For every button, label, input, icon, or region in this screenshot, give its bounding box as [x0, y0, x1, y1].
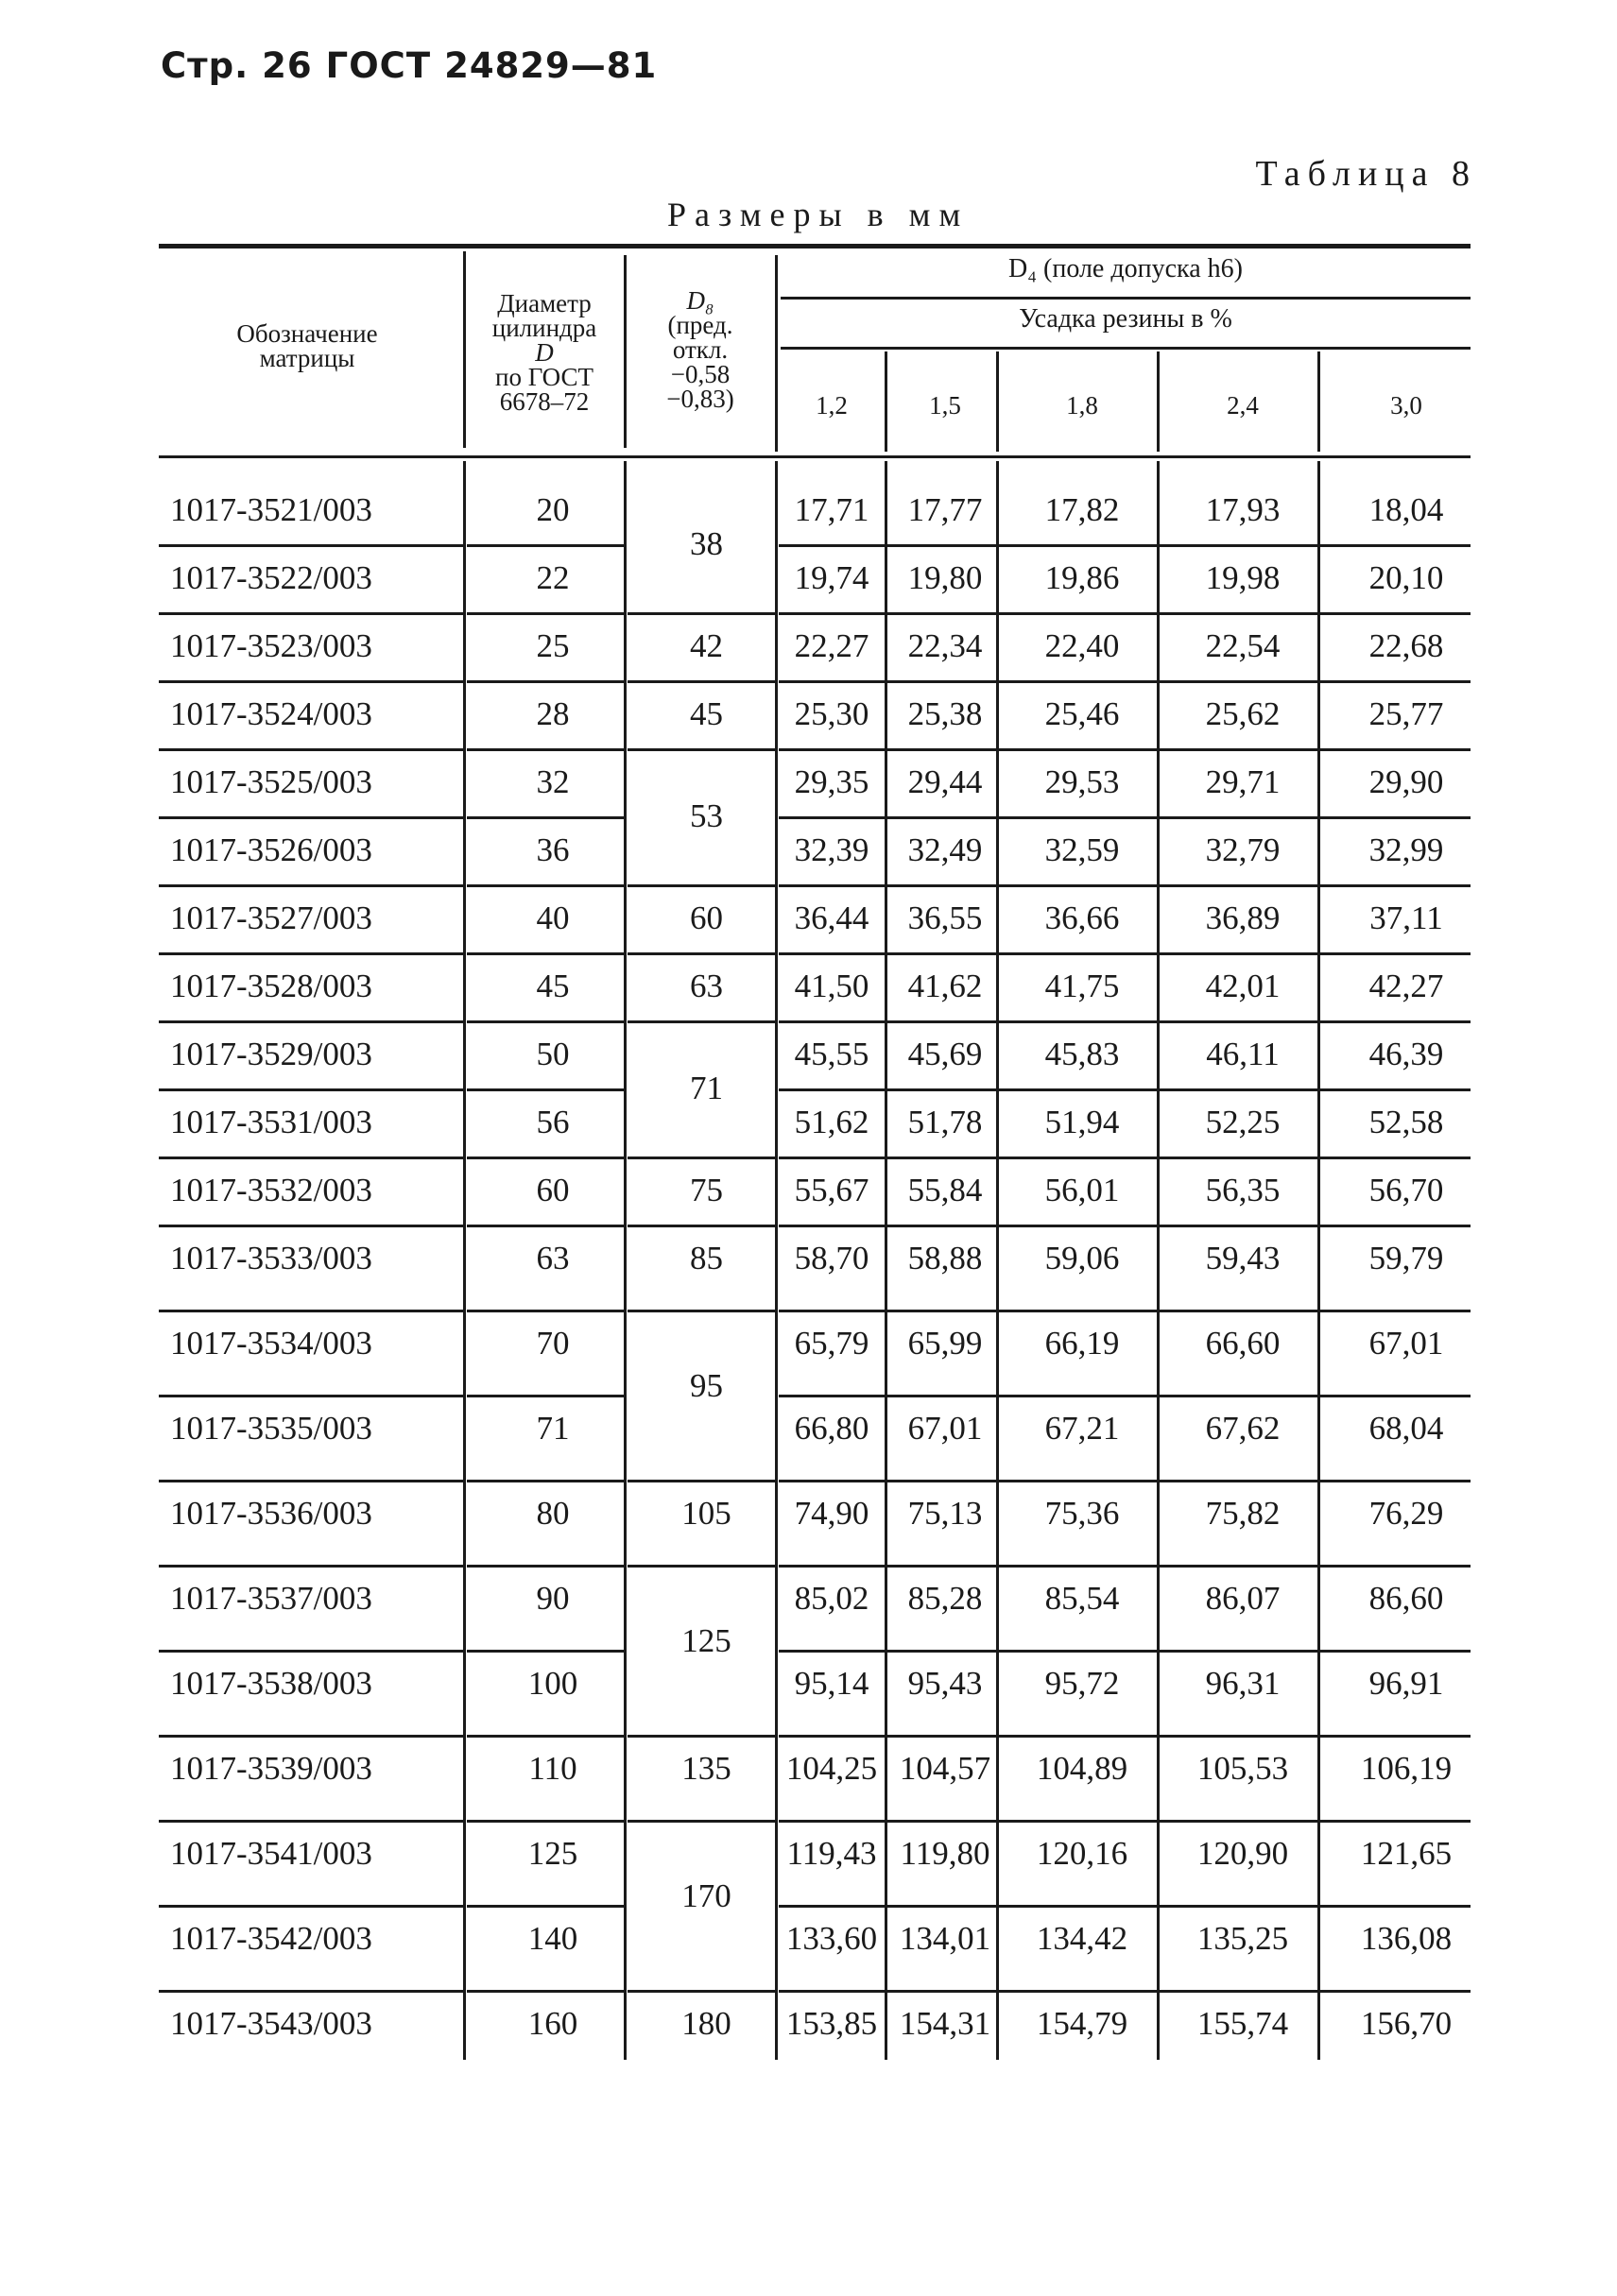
matrix-code: 1017-3529/003 [170, 1036, 372, 1072]
header-diameter-line: 6678–72 [499, 387, 590, 416]
header-diameter [463, 291, 626, 414]
row-rule [467, 748, 624, 751]
d4-value: 59,06 [1044, 1240, 1120, 1277]
d4-value: 29,53 [1044, 763, 1120, 800]
cylinder-diameter: 36 [536, 831, 570, 868]
row-rule [159, 1088, 463, 1091]
d4-value: 104,89 [1036, 1750, 1128, 1787]
d8-value: 45 [690, 695, 723, 732]
d4-value: 67,21 [1044, 1410, 1120, 1447]
d4-value: 156,70 [1360, 2005, 1453, 2042]
d4-value: 96,31 [1205, 1665, 1281, 1702]
row-rule [779, 884, 1471, 887]
d4-value: 18,04 [1368, 491, 1444, 528]
d4-value: 136,08 [1360, 1920, 1453, 1957]
row-rule [467, 1395, 624, 1397]
matrix-code: 1017-3521/003 [170, 491, 372, 528]
row-rule [779, 1820, 1471, 1823]
row-rule [467, 1088, 624, 1091]
body-divider [463, 461, 466, 2060]
d4-value: 41,50 [794, 968, 869, 1004]
matrix-code: 1017-3535/003 [170, 1410, 372, 1447]
row-rule [628, 1990, 775, 1993]
header-code: Обозначение матрицы [236, 319, 378, 372]
d4-value: 95,72 [1044, 1665, 1120, 1702]
matrix-code: 1017-3524/003 [170, 695, 372, 732]
d4-value: 104,25 [785, 1750, 878, 1787]
d8-value: 42 [690, 627, 723, 664]
d8-value: 53 [690, 797, 723, 834]
d4-value: 51,78 [907, 1104, 983, 1140]
cylinder-diameter: 63 [536, 1240, 570, 1277]
d4-value: 29,44 [907, 763, 983, 800]
row-rule [628, 1225, 775, 1227]
row-rule [159, 884, 463, 887]
d4-value: 85,54 [1044, 1580, 1120, 1617]
header-diameter-line: цилиндра [491, 314, 597, 342]
d4-value: 20,10 [1368, 559, 1444, 596]
row-rule [159, 1225, 463, 1227]
d4-value: 105,53 [1196, 1750, 1289, 1787]
d4-value: 67,62 [1205, 1410, 1281, 1447]
d4-value: 45,83 [1044, 1036, 1120, 1072]
d4-value: 25,30 [794, 695, 869, 732]
d4-value: 104,57 [899, 1750, 991, 1787]
d4-value: 17,93 [1205, 491, 1281, 528]
d4-value: 66,60 [1205, 1325, 1281, 1362]
header-shrinkage-value: 3,0 [1390, 391, 1422, 420]
cylinder-diameter: 60 [536, 1172, 570, 1208]
table-top-rule [159, 244, 1471, 248]
matrix-code: 1017-3532/003 [170, 1172, 372, 1208]
matrix-code: 1017-3525/003 [170, 763, 372, 800]
matrix-code: 1017-3531/003 [170, 1104, 372, 1140]
d4-value: 120,90 [1196, 1835, 1289, 1872]
d4-value: 25,77 [1368, 695, 1444, 732]
d4-value: 46,39 [1368, 1036, 1444, 1072]
row-rule [628, 1565, 775, 1568]
d4-value: 59,43 [1205, 1240, 1281, 1277]
header-shrinkage-value: 1,5 [929, 391, 961, 420]
row-rule [467, 1650, 624, 1653]
d4-value: 22,27 [794, 627, 869, 664]
matrix-code: 1017-3541/003 [170, 1835, 372, 1872]
matrix-code: 1017-3527/003 [170, 900, 372, 936]
d4-header-rule [781, 297, 1471, 300]
d4-value: 95,14 [794, 1665, 869, 1702]
units-label: Размеры в мм [667, 196, 970, 233]
row-rule [159, 1395, 463, 1397]
row-rule [467, 1565, 624, 1568]
header-d8-line: −0,58 [670, 360, 731, 388]
d8-value: 85 [690, 1240, 723, 1277]
header-d8-line: −0,83) [666, 385, 734, 413]
row-rule [159, 952, 463, 955]
cylinder-diameter: 140 [527, 1920, 578, 1957]
header-shrinkage-value: 1,2 [816, 391, 848, 420]
row-rule [159, 1990, 463, 1993]
d4-value: 66,80 [794, 1410, 869, 1447]
d4-value: 36,55 [907, 900, 983, 936]
row-rule [779, 748, 1471, 751]
d4-value: 153,85 [785, 2005, 878, 2042]
row-rule [779, 1905, 1471, 1908]
d4-value: 41,75 [1044, 968, 1120, 1004]
matrix-code: 1017-3528/003 [170, 968, 372, 1004]
d8-value: 170 [681, 1877, 731, 1914]
header-shrinkage-value: 2,4 [1227, 391, 1259, 420]
d4-value: 32,49 [907, 831, 983, 868]
row-rule [467, 952, 624, 955]
row-rule [779, 1088, 1471, 1091]
cylinder-diameter: 28 [536, 695, 570, 732]
matrix-code: 1017-3542/003 [170, 1920, 372, 1957]
d4-value: 25,46 [1044, 695, 1120, 732]
cylinder-diameter: 32 [536, 763, 570, 800]
d4-value: 95,43 [907, 1665, 983, 1702]
row-rule [467, 680, 624, 683]
d4-value: 75,36 [1044, 1495, 1120, 1532]
d4-value: 55,84 [907, 1172, 983, 1208]
d4-value: 42,01 [1205, 968, 1281, 1004]
cylinder-diameter: 110 [528, 1750, 577, 1787]
standard-number: 24829—81 [444, 45, 658, 86]
row-rule [159, 1157, 463, 1159]
row-rule [467, 1905, 624, 1908]
d4-value: 46,11 [1206, 1036, 1280, 1072]
header-diameter-line: D [535, 338, 554, 367]
cylinder-diameter: 45 [536, 968, 570, 1004]
d4-value: 96,91 [1368, 1665, 1444, 1702]
d4-value: 119,80 [900, 1835, 990, 1872]
matrix-code: 1017-3534/003 [170, 1325, 372, 1362]
d4-value: 154,31 [899, 2005, 991, 2042]
row-rule [159, 544, 463, 547]
row-rule [159, 1735, 463, 1738]
row-rule [628, 612, 775, 615]
d4-value: 29,35 [794, 763, 869, 800]
d4-value: 56,01 [1044, 1172, 1120, 1208]
d4-value: 67,01 [907, 1410, 983, 1447]
row-rule [779, 1020, 1471, 1023]
d4-value: 36,66 [1044, 900, 1120, 936]
header-d8-line: D₈ [686, 286, 714, 315]
cylinder-diameter: 20 [536, 491, 570, 528]
matrix-code: 1017-3533/003 [170, 1240, 372, 1277]
d4-value: 32,39 [794, 831, 869, 868]
row-rule [628, 1735, 775, 1738]
d8-value: 105 [681, 1495, 731, 1532]
row-rule [467, 1820, 624, 1823]
d4-value: 32,79 [1205, 831, 1281, 868]
d8-value: 95 [690, 1367, 723, 1404]
d4-value: 155,74 [1196, 2005, 1289, 2042]
row-rule [628, 952, 775, 955]
cylinder-diameter: 40 [536, 900, 570, 936]
d4-value: 66,19 [1044, 1325, 1120, 1362]
row-rule [779, 952, 1471, 955]
header-diameter-line: по ГОСТ [495, 363, 593, 391]
d8-value: 38 [690, 525, 723, 562]
d4-value: 58,70 [794, 1240, 869, 1277]
row-rule [779, 1157, 1471, 1159]
d4-value: 74,90 [794, 1495, 869, 1532]
d4-value: 75,82 [1205, 1495, 1281, 1532]
d8-value: 60 [690, 900, 723, 936]
d4-value: 134,01 [899, 1920, 991, 1957]
d4-value: 86,60 [1368, 1580, 1444, 1617]
d4-value: 65,99 [907, 1325, 983, 1362]
d4-value: 19,80 [907, 559, 983, 596]
d8-value: 75 [690, 1172, 723, 1208]
d4-value: 25,38 [907, 695, 983, 732]
cylinder-diameter: 22 [536, 559, 570, 596]
row-rule [467, 1157, 624, 1159]
page-header [161, 45, 670, 86]
matrix-code: 1017-3537/003 [170, 1580, 372, 1617]
row-rule [159, 1565, 463, 1568]
row-rule [628, 748, 775, 751]
row-rule [159, 1650, 463, 1653]
row-rule [628, 884, 775, 887]
row-rule [467, 1990, 624, 1993]
d4-value: 29,71 [1205, 763, 1281, 800]
row-rule [779, 1395, 1471, 1397]
row-rule [159, 612, 463, 615]
d4-value: 55,67 [794, 1172, 869, 1208]
cylinder-diameter: 70 [536, 1325, 570, 1362]
d4-value: 121,65 [1360, 1835, 1453, 1872]
d4-value: 67,01 [1368, 1325, 1444, 1362]
d4-value: 19,74 [794, 559, 869, 596]
matrix-code: 1017-3543/003 [170, 2005, 372, 2042]
matrix-code: 1017-3536/003 [170, 1495, 372, 1532]
d4-value: 45,55 [794, 1036, 869, 1072]
d8-value: 180 [681, 2005, 731, 2042]
d4-value: 52,25 [1205, 1104, 1281, 1140]
d4-value: 29,90 [1368, 763, 1444, 800]
d4-value: 32,99 [1368, 831, 1444, 868]
row-rule [467, 1225, 624, 1227]
row-rule [779, 1735, 1471, 1738]
d8-value: 135 [681, 1750, 731, 1787]
d4-value: 22,54 [1205, 627, 1281, 664]
header-d4: D₄ (поле допуска h6) [1008, 254, 1243, 283]
row-rule [779, 1480, 1471, 1482]
row-rule [779, 816, 1471, 819]
d4-value: 135,25 [1196, 1920, 1289, 1957]
row-rule [467, 1480, 624, 1482]
cylinder-diameter: 100 [527, 1665, 578, 1702]
d4-value: 86,07 [1205, 1580, 1281, 1617]
d4-value: 106,19 [1360, 1750, 1453, 1787]
d4-value: 17,77 [907, 491, 983, 528]
row-rule [779, 680, 1471, 683]
matrix-code: 1017-3522/003 [170, 559, 372, 596]
page-number: 26 [262, 45, 313, 86]
row-rule [467, 544, 624, 547]
standard-label: ГОСТ [325, 45, 432, 86]
d4-value: 37,11 [1369, 900, 1443, 936]
row-rule [467, 816, 624, 819]
d4-value: 76,29 [1368, 1495, 1444, 1532]
header-bottom-rule [159, 455, 1471, 458]
d8-value: 125 [681, 1622, 731, 1659]
row-rule [159, 680, 463, 683]
row-rule [628, 1480, 775, 1482]
d4-value: 32,59 [1044, 831, 1120, 868]
d4-value: 85,28 [907, 1580, 983, 1617]
header-d8-line: откл. [672, 335, 729, 364]
d4-value: 68,04 [1368, 1410, 1444, 1447]
d4-value: 59,79 [1368, 1240, 1444, 1277]
cylinder-diameter: 71 [536, 1410, 570, 1447]
d4-value: 22,34 [907, 627, 983, 664]
table-label: Таблица 8 [1255, 154, 1477, 194]
d4-value: 25,62 [1205, 695, 1281, 732]
page-header-prefix: Стр. [161, 45, 249, 86]
cylinder-diameter: 25 [536, 627, 570, 664]
row-rule [779, 544, 1471, 547]
shrinkage-header-rule [781, 347, 1471, 350]
matrix-code: 1017-3539/003 [170, 1750, 372, 1787]
d4-value: 36,89 [1205, 900, 1281, 936]
row-rule [628, 1310, 775, 1312]
cylinder-diameter: 80 [536, 1495, 570, 1532]
row-rule [159, 1020, 463, 1023]
cylinder-diameter: 160 [527, 2005, 578, 2042]
row-rule [159, 1480, 463, 1482]
row-rule [779, 1650, 1471, 1653]
header-shrinkage: Усадка резины в % [1019, 304, 1232, 334]
row-rule [159, 1310, 463, 1312]
header-d8 [624, 288, 777, 411]
row-rule [628, 1157, 775, 1159]
d4-value: 52,58 [1368, 1104, 1444, 1140]
row-rule [628, 1020, 775, 1023]
row-rule [159, 1820, 463, 1823]
header-diameter-line: Диаметр [497, 289, 592, 317]
d4-value: 22,40 [1044, 627, 1120, 664]
matrix-code: 1017-3526/003 [170, 831, 372, 868]
d4-value: 19,98 [1205, 559, 1281, 596]
row-rule [467, 1735, 624, 1738]
row-rule [467, 1310, 624, 1312]
d4-value: 17,71 [794, 491, 869, 528]
d4-value: 51,94 [1044, 1104, 1120, 1140]
d4-value: 56,70 [1368, 1172, 1444, 1208]
d4-value: 36,44 [794, 900, 869, 936]
d8-value: 71 [690, 1070, 723, 1106]
cylinder-diameter: 56 [536, 1104, 570, 1140]
d4-value: 41,62 [907, 968, 983, 1004]
row-rule [467, 612, 624, 615]
row-rule [779, 1565, 1471, 1568]
row-rule [628, 1820, 775, 1823]
d4-value: 42,27 [1368, 968, 1444, 1004]
row-rule [779, 1310, 1471, 1312]
d4-value: 134,42 [1036, 1920, 1128, 1957]
row-rule [628, 680, 775, 683]
row-rule [467, 884, 624, 887]
d4-value: 56,35 [1205, 1172, 1281, 1208]
d4-value: 22,68 [1368, 627, 1444, 664]
d4-value: 19,86 [1044, 559, 1120, 596]
d4-value: 58,88 [907, 1240, 983, 1277]
header-shrinkage-value: 1,8 [1066, 391, 1098, 420]
row-rule [467, 1020, 624, 1023]
d4-value: 85,02 [794, 1580, 869, 1617]
d4-value: 65,79 [794, 1325, 869, 1362]
cylinder-diameter: 90 [536, 1580, 570, 1617]
d4-value: 119,43 [786, 1835, 877, 1872]
d4-value: 154,79 [1036, 2005, 1128, 2042]
d4-value: 45,69 [907, 1036, 983, 1072]
d4-value: 17,82 [1044, 491, 1120, 528]
d4-value: 51,62 [794, 1104, 869, 1140]
row-rule [779, 1990, 1471, 1993]
header-d8-line: (пред. [667, 311, 733, 339]
d4-value: 133,60 [785, 1920, 878, 1957]
row-rule [159, 816, 463, 819]
d4-value: 75,13 [907, 1495, 983, 1532]
cylinder-diameter: 125 [527, 1835, 578, 1872]
row-rule [779, 612, 1471, 615]
row-rule [159, 1905, 463, 1908]
d4-value: 120,16 [1036, 1835, 1128, 1872]
matrix-code: 1017-3538/003 [170, 1665, 372, 1702]
matrix-code: 1017-3523/003 [170, 627, 372, 664]
cylinder-diameter: 50 [536, 1036, 570, 1072]
row-rule [159, 748, 463, 751]
row-rule [779, 1225, 1471, 1227]
d8-value: 63 [690, 968, 723, 1004]
